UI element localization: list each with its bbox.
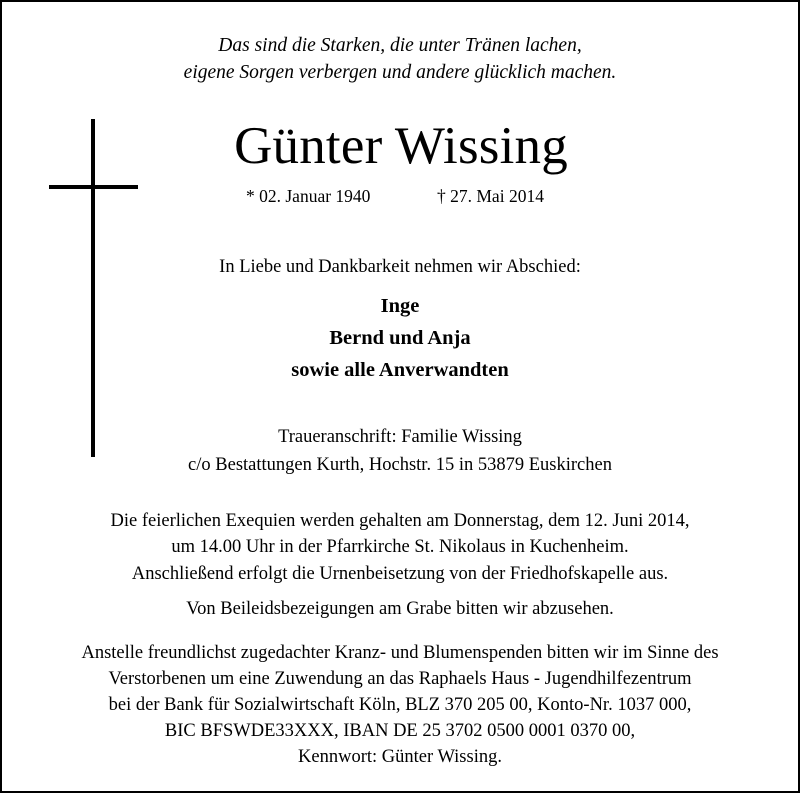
address-line-1: Traueranschrift: Familie Wissing — [278, 427, 522, 447]
donation-line: Anstelle freundlichst zugedachter Kranz- und Blumenspenden bitten wir im Sinne des — [81, 643, 719, 663]
service-line: Die feierlichen Exequien werden gehalten am Donnerstag, dem 12. Juni 2014, — [110, 511, 690, 531]
death-date: † 27. Mai 2014 — [437, 186, 544, 206]
deceased-name: Günter Wissing — [234, 117, 568, 175]
donation-line: BIC BFSWDE33XXX, IBAN DE 25 3702 0500 0001 0370 00, — [164, 721, 636, 741]
family-member: Inge — [380, 295, 420, 317]
family-member: Bernd und Anja — [329, 327, 471, 349]
motto-line-2: eigene Sorgen verbergen und andere glücklich machen. — [183, 62, 617, 83]
life-dates — [2, 188, 798, 208]
donation-line: Verstorbenen um eine Zuwendung an das Raphaels Haus - Jugendhilfezentrum — [108, 669, 692, 689]
service-line: um 14.00 Uhr in der Pfarrkirche St. Nikolaus in Kuchenheim. — [171, 537, 629, 557]
birth-date: * 02. Januar 1940 — [246, 186, 371, 206]
donation-line: bei der Bank für Sozialwirtschaft Köln, BLZ 370 205 00, Konto-Nr. 1037 000, — [108, 695, 692, 715]
donation-line: Kennwort: Günter Wissing. — [298, 747, 502, 767]
family-member: sowie alle Anverwandten — [291, 359, 509, 381]
motto-line-1: Das sind die Starken, die unter Tränen lachen, — [218, 35, 582, 56]
service-line: Anschließend erfolgt die Urnenbeisetzung von der Friedhofskapelle aus. — [131, 564, 669, 584]
address-line-2: c/o Bestattungen Kurth, Hochstr. 15 in 53879 Euskirchen — [188, 455, 612, 475]
condolence-note: Von Beileidsbezeigungen am Grabe bitten wir abzusehen. — [186, 599, 614, 619]
farewell-intro: In Liebe und Dankbarkeit nehmen wir Abschied: — [219, 257, 581, 277]
